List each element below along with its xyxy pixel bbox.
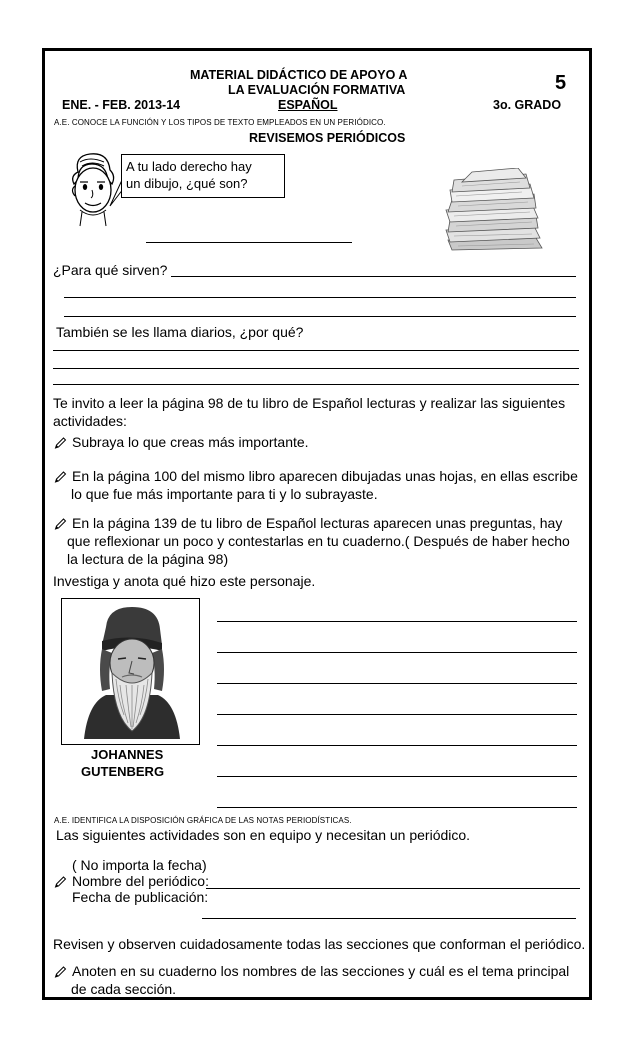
pencil-icon — [53, 965, 68, 979]
activity-3 — [53, 514, 575, 568]
answer-line-person-6[interactable] — [217, 776, 577, 777]
answer-line-q1-2[interactable] — [64, 297, 576, 298]
section-title: REVISEMOS PERIÓDICOS — [249, 131, 406, 145]
answer-line-person-2[interactable] — [217, 652, 577, 653]
invite-text: Te invito a leer la página 98 de tu libro de Español lecturas y realizar las siguientes actividades: — [53, 395, 566, 429]
activity-3-text: En la página 139 de tu libro de Español lecturas aparecen unas preguntas, hay que reflexionar un poco y contestarlas en tu cuaderno.( Después de haber hecho la lectura de la página 98) — [67, 515, 570, 567]
final-activity — [53, 962, 579, 998]
publication-date-label: Fecha de publicación: — [72, 889, 209, 905]
subject-label: ESPAÑOL — [278, 98, 338, 112]
publication-date-line[interactable] — [202, 918, 576, 919]
answer-line-q2-1[interactable] — [53, 350, 579, 351]
answer-line-person-5[interactable] — [217, 745, 577, 746]
activity-2 — [53, 467, 579, 503]
period-label: ENE. - FEB. 2013-14 — [62, 98, 181, 112]
bubble-line1: A tu lado derecho hay — [126, 159, 252, 174]
team-intro: Las siguientes actividades son en equipo y necesitan un periódico. — [56, 827, 471, 843]
activity-1-text: Subraya lo que creas más importante. — [72, 434, 309, 450]
title-line1: MATERIAL DIDÁCTICO DE APOYO A — [190, 68, 408, 82]
page-number: 5 — [555, 72, 567, 94]
gutenberg-portrait — [61, 598, 200, 745]
activity-2-text: En la página 100 del mismo libro aparecen dibujadas unas hojas, en ellas escribe lo que fue más importante para ti y lo subrayaste. — [71, 468, 578, 502]
activity-1 — [53, 433, 573, 451]
newspaper-name-line[interactable] — [206, 888, 580, 889]
newspaper-name-row — [53, 873, 209, 889]
question-2: También se les llama diarios, ¿por qué? — [56, 324, 304, 340]
pencil-icon — [53, 517, 68, 531]
final-activity-text: Anoten en su cuaderno los nombres de las secciones y cuál es el tema principal de cada sección. — [71, 963, 570, 997]
objective-1: A.E. CONOCE LA FUNCIÓN Y LOS TIPOS DE TEXTO EMPLEADOS EN UN PERIÓDICO. — [54, 118, 386, 127]
review-text: Revisen y observen cuidadosamente todas las secciones que conforman el periódico. — [53, 936, 586, 952]
person-last-name: GUTENBERG — [81, 764, 165, 779]
title-line2: LA EVALUACIÓN FORMATIVA — [228, 83, 406, 97]
answer-line-person-3[interactable] — [217, 683, 577, 684]
answer-line-person-4[interactable] — [217, 714, 577, 715]
team-note: ( No importa la fecha) — [72, 857, 207, 873]
answer-line-person-1[interactable] — [217, 621, 577, 622]
question-1: ¿Para qué sirven? — [53, 262, 168, 278]
answer-line-q1-1[interactable] — [171, 276, 576, 277]
bubble-line2: un dibujo, ¿qué son? — [126, 176, 248, 191]
newspapers-icon — [442, 168, 546, 252]
objective-2: A.E. IDENTIFICA LA DISPOSICIÓN GRÁFICA DE LAS NOTAS PERIODÍSTICAS. — [54, 816, 352, 825]
answer-line-picture[interactable] — [146, 242, 352, 243]
person-first-name: JOHANNES — [91, 747, 164, 762]
answer-line-q2-3[interactable] — [53, 384, 579, 385]
speech-bubble — [121, 154, 285, 198]
investiga-text: Investiga y anota qué hizo este personaje. — [53, 573, 316, 589]
pencil-icon — [53, 470, 68, 484]
answer-line-q1-3[interactable] — [64, 316, 576, 317]
answer-line-q2-2[interactable] — [53, 368, 579, 369]
pencil-icon — [53, 875, 68, 889]
pencil-icon — [53, 436, 68, 450]
grade-label: 3o. GRADO — [493, 98, 562, 112]
newspaper-name-label: Nombre del periódico: — [72, 873, 209, 889]
answer-line-person-7[interactable] — [217, 807, 577, 808]
